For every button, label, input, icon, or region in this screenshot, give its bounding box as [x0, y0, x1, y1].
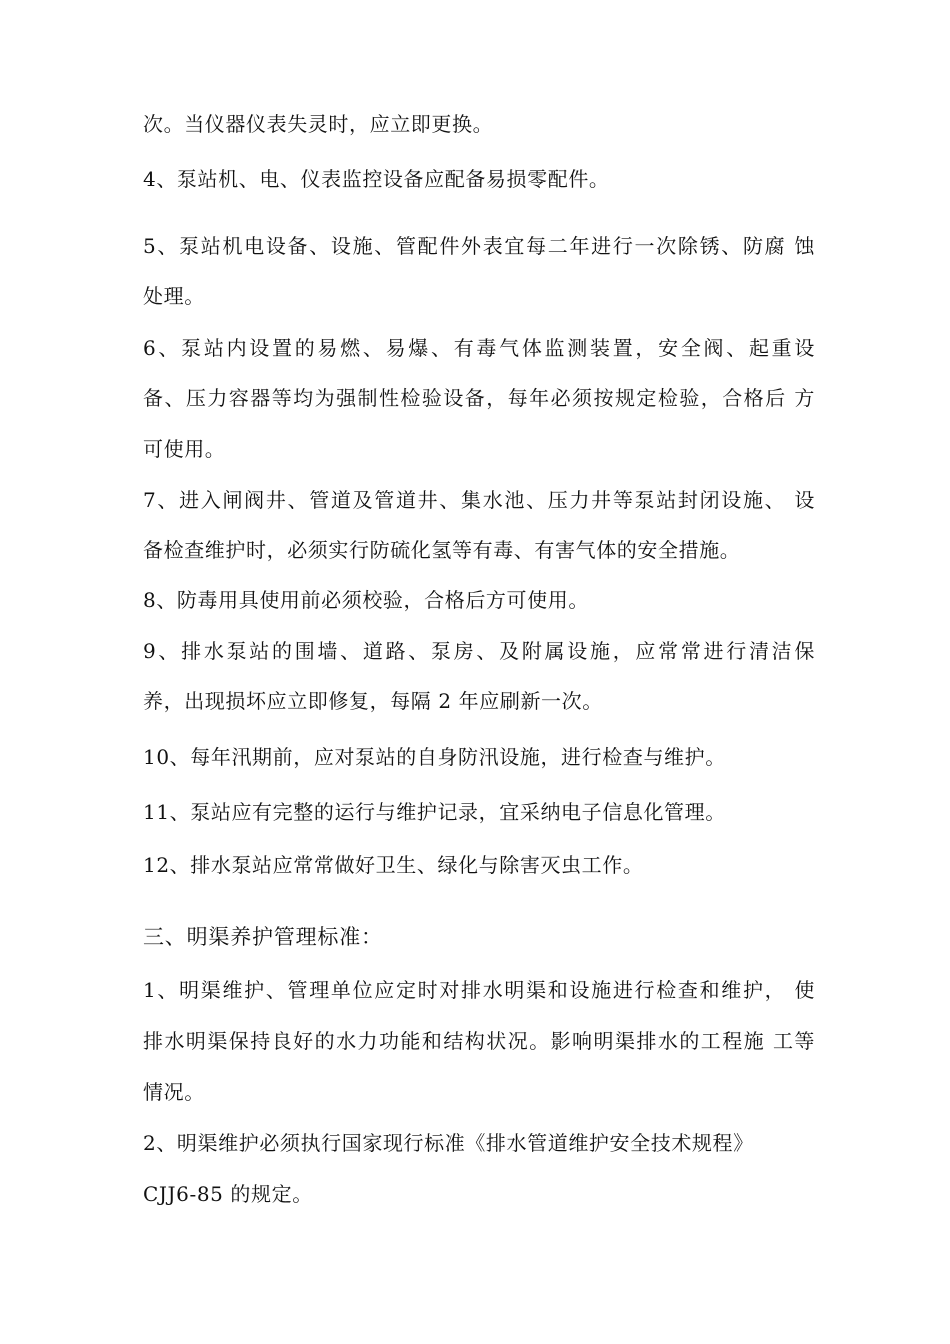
text-line-section3-item-1-cont: 排水明渠保持良好的水力功能和结构状况。影响明渠排水的工程施 工等: [143, 1029, 815, 1053]
text-line-item-6: 6、泵站内设置的易燃、易爆、有毒气体监测装置，安全阀、起重设: [143, 336, 815, 360]
text-line-section3-item-1-end: 情况。: [143, 1080, 205, 1104]
text-line-item-5-cont: 处理。: [143, 284, 205, 308]
text-line-section3-item-2-cont: CJJ6-85 的规定。: [143, 1182, 313, 1206]
text-line-item-7-cont: 备检查维护时，必须实行防硫化氢等有毒、有害气体的安全措施。: [143, 538, 741, 562]
text-line-item-7: 7、进入闸阀井、管道及管道井、集水池、压力井等泵站封闭设施、 设: [143, 488, 815, 512]
text-line-item-12: 12、排水泵站应常常做好卫生、绿化与除害灭虫工作。: [143, 853, 644, 877]
text-line-item-11: 11、泵站应有完整的运行与维护记录，宜采纳电子信息化管理。: [143, 800, 726, 824]
text-line-section3-item-1: 1、明渠维护、管理单位应定时对排水明渠和设施进行检查和维护， 使: [143, 978, 815, 1002]
text-line-item-6-cont: 备、压力容器等均为强制性检验设备，每年必须按规定检验，合格后 方: [143, 386, 815, 410]
section-heading: 三、明渠养护管理标准：: [143, 925, 383, 949]
text-line-item-6-end: 可使用。: [143, 437, 226, 461]
text-line-item-4: 4、泵站机、电、仪表监控设备应配备易损零配件。: [143, 167, 610, 191]
text-line-item-8: 8、防毒用具使用前必须校验，合格后方可使用。: [143, 588, 589, 612]
text-line-continuation: 次。当仪器仪表失灵时，应立即更换。: [143, 112, 494, 136]
text-line-item-9-cont: 养，出现损坏应立即修复，每隔 2 年应刷新一次。: [143, 689, 603, 713]
text-line-item-9: 9、排水泵站的围墙、道路、泵房、及附属设施，应常常进行清洁保: [143, 639, 815, 663]
text-line-item-5: 5、泵站机电设备、设施、管配件外表宜每二年进行一次除锈、防腐 蚀: [143, 234, 815, 258]
text-line-section3-item-2: 2、明渠维护必须执行国家现行标准《排水管道维护安全技术规程》: [143, 1131, 754, 1155]
text-line-item-10: 10、每年汛期前，应对泵站的自身防汛设施，进行检查与维护。: [143, 745, 726, 769]
